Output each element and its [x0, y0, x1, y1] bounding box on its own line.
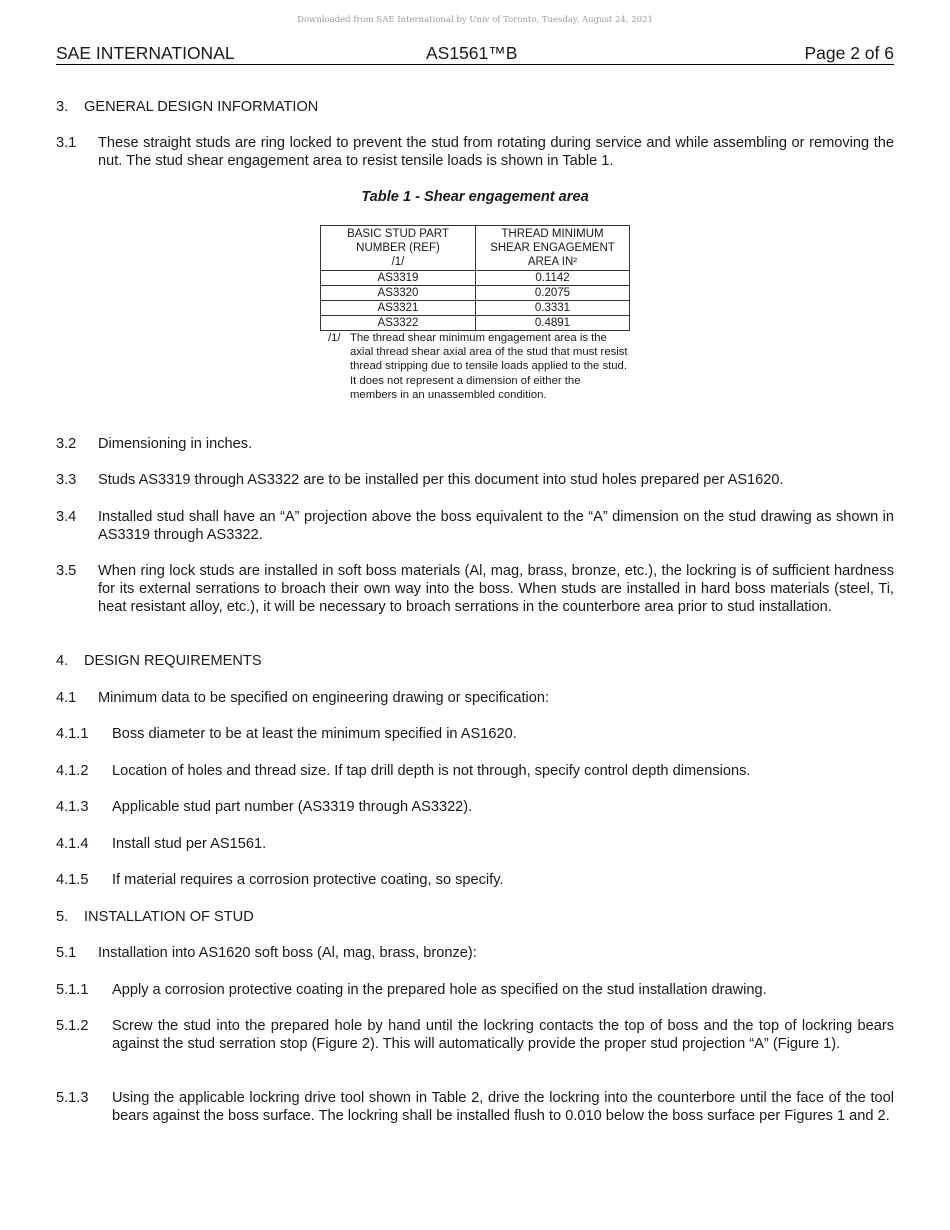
paragraph-4-1-1	[56, 725, 894, 743]
table-row	[321, 271, 630, 286]
paragraph-number: 5.1	[56, 945, 77, 961]
paragraph-3-2	[56, 435, 894, 453]
area-cell: 0.1142	[476, 271, 630, 286]
table-footnote	[328, 331, 628, 402]
paragraph-3-1	[56, 134, 894, 170]
paragraph-4-1-3	[56, 798, 894, 816]
section-5-heading	[56, 908, 894, 926]
paragraph-number: 3.3	[56, 472, 77, 488]
paragraph-4-1	[56, 689, 894, 707]
paragraph-4-1-5	[56, 871, 894, 889]
paragraph-number: 4.1.4	[56, 836, 89, 852]
area-cell: 0.3331	[476, 301, 630, 316]
paragraph-number: 3.1	[56, 135, 77, 151]
download-watermark: Downloaded from SAE International by Univ of Toronto, Tuesday, August 24, 2021	[297, 15, 653, 25]
paragraph-number: 4.1.2	[56, 763, 89, 779]
table-row	[321, 316, 630, 331]
paragraph-text: Studs AS3319 through AS3322 are to be installed per this document into stud holes prepared per AS1620.	[98, 472, 784, 488]
part-number-cell: AS3322	[321, 316, 476, 331]
paragraph-number: 5.1.2	[56, 1018, 89, 1034]
footnote-text: The thread shear minimum engagement area is the axial thread shear axial area of the stud that must resist thread stripping due to tensile loads applied to the stud. It does not represent a dimension of either the members in an unassembled condition.	[350, 332, 628, 401]
section-3-heading	[56, 98, 894, 116]
paragraph-text: Apply a corrosion protective coating in the prepared hole as specified on the stud installation drawing.	[112, 982, 767, 998]
paragraph-text: Boss diameter to be at least the minimum specified in AS1620.	[112, 726, 517, 742]
paragraph-text: Installed stud shall have an “A” projection above the boss equivalent to the “A” dimension on the stud drawing as shown in AS3319 through AS3322.	[98, 509, 894, 543]
paragraph-text: If material requires a corrosion protective coating, so specify.	[112, 872, 504, 888]
paragraph-number: 4.1.3	[56, 799, 89, 815]
shear-engagement-table	[320, 225, 630, 331]
paragraph-number: 3.2	[56, 436, 77, 452]
paragraph-text: Install stud per AS1561.	[112, 836, 267, 852]
paragraph-text: Applicable stud part number (AS3319 through AS3322).	[112, 799, 473, 815]
section-number: 5.	[56, 909, 69, 925]
paragraph-text: Using the applicable lockring drive tool shown in Table 2, drive the lockring into the counterbore until the face of the tool bears against the boss surface. The lockring shall be installed flush to 0.010 below the boss surface per Figures 1 and 2.	[112, 1090, 894, 1124]
paragraph-text: Dimensioning in inches.	[98, 436, 253, 452]
table-row	[321, 301, 630, 316]
part-number-cell: AS3320	[321, 286, 476, 301]
paragraph-text: Screw the stud into the prepared hole by hand until the lockring contacts the top of boss and the top of lockring bears against the stud serration stop (Figure 2). This will automatically provide the proper stud projection “A” (Figure 1).	[112, 1018, 894, 1052]
section-4-heading	[56, 652, 894, 670]
paragraph-text: Location of holes and thread size. If tap drill depth is not through, specify control depth dimensions.	[112, 763, 751, 779]
paragraph-3-5	[56, 562, 894, 616]
header-org: SAE INTERNATIONAL	[56, 43, 235, 63]
section-title: INSTALLATION OF STUD	[84, 909, 254, 925]
column-header-engagement-area: THREAD MINIMUM SHEAR ENGAGEMENT AREA IN²	[476, 226, 630, 271]
paragraph-5-1-3	[56, 1089, 894, 1125]
table-header-row	[321, 226, 630, 271]
paragraph-text: Installation into AS1620 soft boss (Al, mag, brass, bronze):	[98, 945, 477, 961]
paragraph-4-1-4	[56, 835, 894, 853]
paragraph-5-1	[56, 944, 894, 962]
page-header	[56, 43, 894, 65]
column-header-part-number: BASIC STUD PART NUMBER (REF) /1/	[321, 226, 476, 271]
footnote-mark: /1/	[328, 332, 341, 344]
table-1-title: Table 1 - Shear engagement area	[361, 189, 589, 205]
paragraph-5-1-2	[56, 1017, 894, 1053]
section-title: GENERAL DESIGN INFORMATION	[84, 99, 319, 115]
area-cell: 0.2075	[476, 286, 630, 301]
paragraph-4-1-2	[56, 762, 894, 780]
paragraph-3-3	[56, 471, 894, 489]
paragraph-5-1-1	[56, 981, 894, 999]
paragraph-number: 4.1	[56, 690, 77, 706]
paragraph-text: When ring lock studs are installed in soft boss materials (Al, mag, brass, bronze, etc.), the lockring is of sufficient hardness for its external serrations to broach their own way into the boss. When studs are installed in hard boss materials (steel, Ti, heat resistant alloy, etc.), it will be necessary to broach serrations in the counterbore area prior to stud installation.	[98, 563, 894, 615]
paragraph-number: 4.1.5	[56, 872, 89, 888]
header-doc-number: AS1561™B	[426, 43, 518, 63]
paragraph-text: These straight studs are ring locked to prevent the stud from rotating during service and while assembling or removing the nut. The stud shear engagement area to resist tensile loads is shown in Table 1.	[98, 135, 894, 169]
header-page-number: Page 2 of 6	[804, 43, 894, 63]
part-number-cell: AS3321	[321, 301, 476, 316]
part-number-cell: AS3319	[321, 271, 476, 286]
paragraph-number: 5.1.3	[56, 1090, 89, 1106]
paragraph-number: 3.4	[56, 509, 77, 525]
paragraph-number: 4.1.1	[56, 726, 89, 742]
table-row	[321, 286, 630, 301]
section-title: DESIGN REQUIREMENTS	[84, 653, 262, 669]
section-number: 3.	[56, 99, 69, 115]
area-cell: 0.4891	[476, 316, 630, 331]
section-number: 4.	[56, 653, 69, 669]
paragraph-3-4	[56, 508, 894, 544]
paragraph-text: Minimum data to be specified on engineering drawing or specification:	[98, 690, 550, 706]
paragraph-number: 5.1.1	[56, 982, 89, 998]
paragraph-number: 3.5	[56, 563, 77, 579]
